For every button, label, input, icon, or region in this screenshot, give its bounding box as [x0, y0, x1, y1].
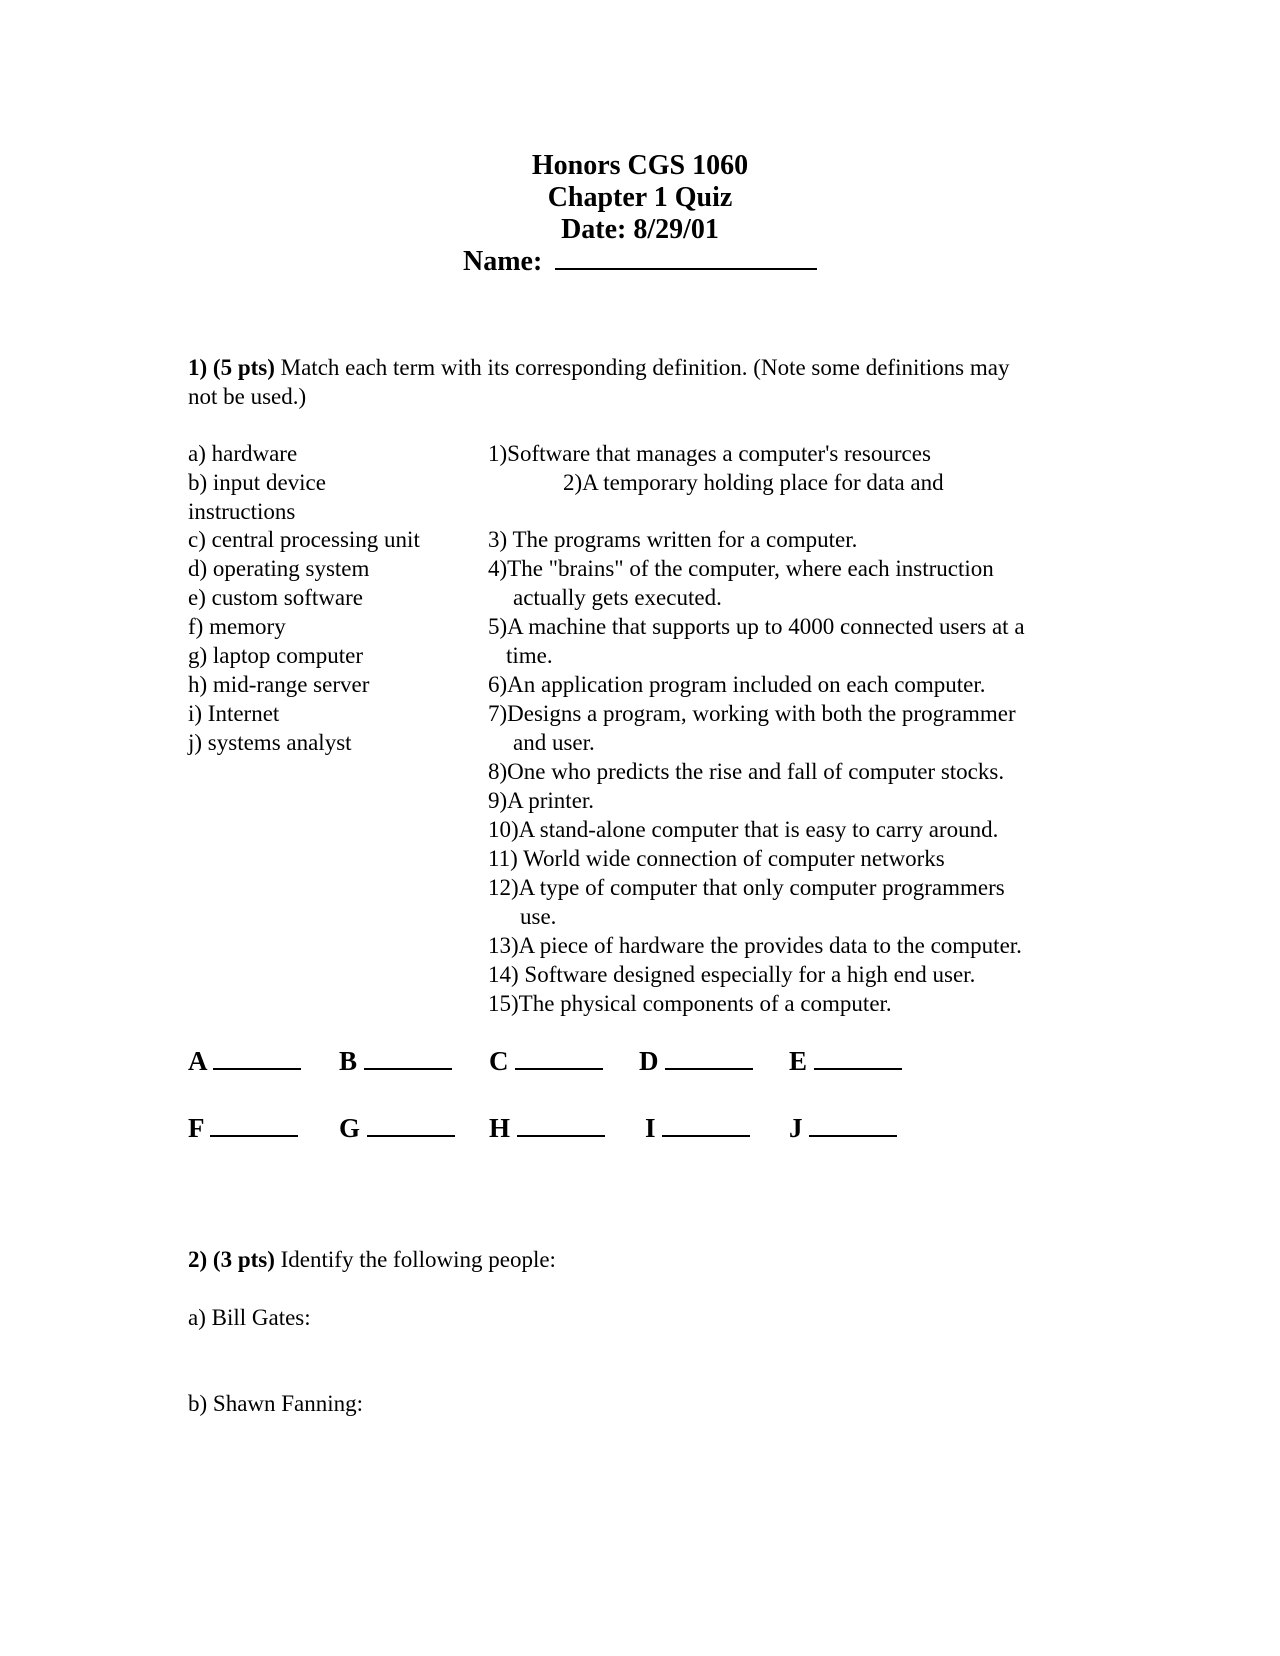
definition-10: 10)A stand-alone computer that is easy to carry around.	[488, 817, 999, 842]
answer-f	[188, 1113, 298, 1144]
answer-a-blank[interactable]	[213, 1046, 301, 1070]
answer-d-label: D	[639, 1046, 659, 1076]
definition-7-continued: and user.	[513, 730, 595, 755]
quiz-title: Chapter 1 Quiz	[547, 182, 733, 213]
definition-14: 14) Software designed especially for a high end user.	[488, 962, 976, 987]
answer-d	[639, 1046, 753, 1077]
answer-h-label: H	[489, 1113, 511, 1143]
definition-2: 2)A temporary holding place for data and	[563, 470, 944, 495]
answer-j-label: J	[789, 1113, 803, 1143]
definition-9: 9)A printer.	[488, 788, 595, 813]
term-f: f) memory	[188, 614, 286, 639]
answer-h-blank[interactable]	[517, 1113, 605, 1137]
q1-prompt-line2: not be used.)	[188, 384, 307, 409]
term-g: g) laptop computer	[188, 643, 364, 668]
answer-c-blank[interactable]	[515, 1046, 603, 1070]
quiz-date: Date: 8/29/01	[561, 214, 719, 245]
term-c: c) central processing unit	[188, 527, 420, 552]
course-title: Honors CGS 1060	[531, 150, 749, 181]
answer-e-blank[interactable]	[814, 1046, 902, 1070]
answer-b-blank[interactable]	[364, 1046, 452, 1070]
definition-3: 3) The programs written for a computer.	[488, 527, 858, 552]
term-i: i) Internet	[188, 701, 280, 726]
definition-12: 12)A type of computer that only computer programmers	[488, 875, 1005, 900]
answer-g-blank[interactable]	[367, 1113, 455, 1137]
q2-prompt	[188, 1246, 556, 1274]
answer-a-label: A	[188, 1046, 207, 1076]
name-line	[463, 246, 817, 278]
name-label: Name:	[463, 246, 543, 277]
definition-1: 1)Software that manages a computer's resources	[488, 441, 931, 466]
term-j: j) systems analyst	[188, 730, 352, 755]
definition-7: 7)Designs a program, working with both the programmer	[488, 701, 1016, 726]
definition-15: 15)The physical components of a computer.	[488, 991, 892, 1016]
q1-number-pts: 1) (5 pts)	[188, 355, 275, 380]
definition-8: 8)One who predicts the rise and fall of computer stocks.	[488, 759, 1005, 784]
definition-13: 13)A piece of hardware the provides data to the computer.	[488, 933, 1022, 958]
q2-number-pts: 2) (3 pts)	[188, 1247, 275, 1272]
term-d: d) operating system	[188, 556, 370, 581]
answer-f-blank[interactable]	[210, 1113, 298, 1137]
answer-d-blank[interactable]	[665, 1046, 753, 1070]
definition-5-continued: time.	[506, 643, 553, 668]
answer-b	[339, 1046, 452, 1077]
answer-i-label: I	[645, 1113, 656, 1143]
answer-f-label: F	[188, 1113, 204, 1143]
q1-prompt-text: Match each term with its corresponding definition. (Note some definitions may	[274, 355, 1010, 380]
answer-c	[489, 1046, 603, 1077]
term-e: e) custom software	[188, 585, 363, 610]
answer-a	[188, 1046, 301, 1077]
term-a: a) hardware	[188, 441, 298, 466]
definition-11: 11) World wide connection of computer networks	[488, 846, 945, 871]
term-b: b) input device	[188, 470, 326, 495]
term-b-continued: instructions	[188, 499, 296, 524]
answer-j-blank[interactable]	[809, 1113, 897, 1137]
answer-e	[789, 1046, 902, 1077]
q2-person-b: b) Shawn Fanning:	[188, 1391, 364, 1416]
q2-prompt-text: Identify the following people:	[274, 1247, 556, 1272]
definition-6: 6)An application program included on each computer.	[488, 672, 986, 697]
definition-12-continued: use.	[520, 904, 557, 929]
q2-person-a: a) Bill Gates:	[188, 1305, 311, 1330]
answer-g-label: G	[339, 1113, 361, 1143]
answer-c-label: C	[489, 1046, 509, 1076]
answer-e-label: E	[789, 1046, 808, 1076]
name-field[interactable]	[555, 246, 817, 270]
answer-i	[645, 1113, 750, 1144]
answer-j	[789, 1113, 897, 1144]
definition-5: 5)A machine that supports up to 4000 connected users at a	[488, 614, 1025, 639]
q1-prompt	[188, 354, 1009, 382]
answer-g	[339, 1113, 455, 1144]
definition-4-continued: actually gets executed.	[513, 585, 722, 610]
answer-b-label: B	[339, 1046, 358, 1076]
answer-h	[489, 1113, 605, 1144]
definition-4: 4)The "brains" of the computer, where each instruction	[488, 556, 994, 581]
answer-i-blank[interactable]	[662, 1113, 750, 1137]
term-h: h) mid-range server	[188, 672, 370, 697]
